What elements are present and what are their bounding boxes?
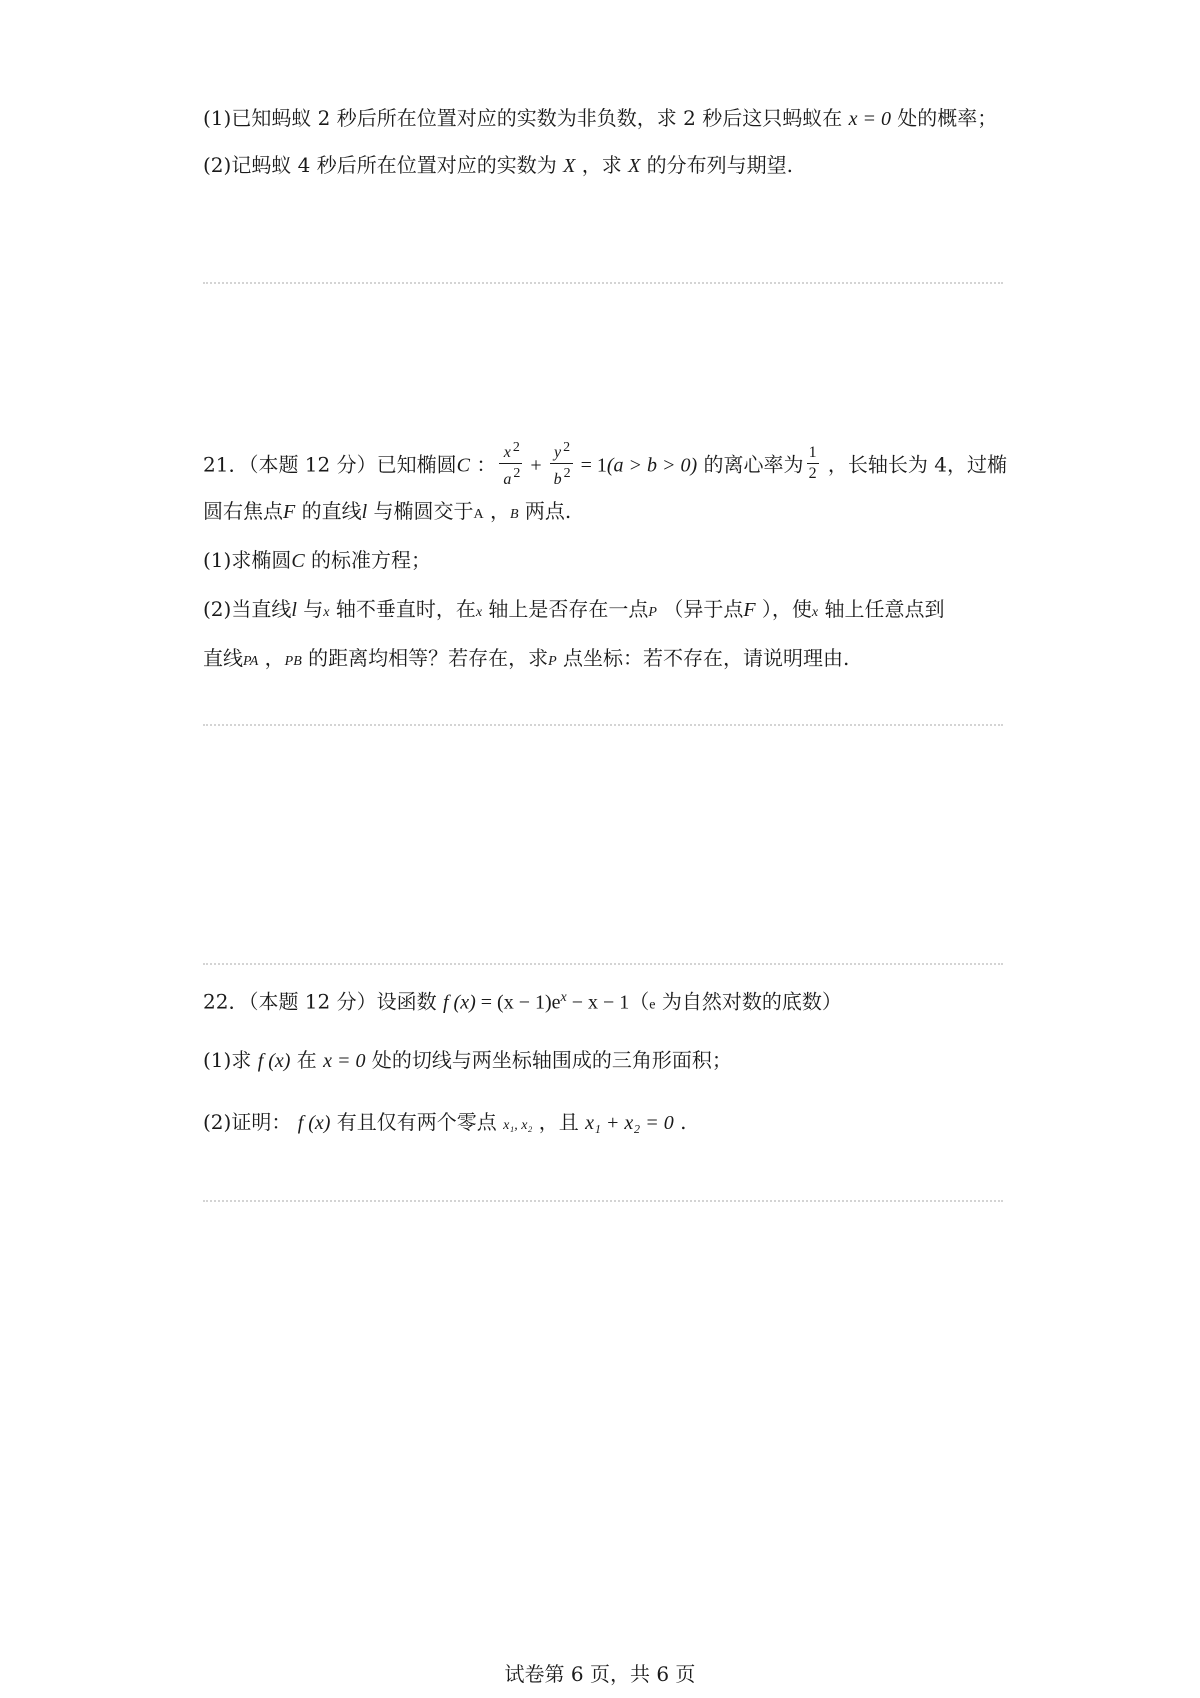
p22-part2 [203,1108,686,1140]
line-pa: PA [243,654,259,669]
euler-e: e [649,997,656,1013]
point-p: P [648,605,657,620]
p21-ecc-text: 的离心率为 [697,452,804,477]
function-def-rest: − x − 1 [566,991,630,1014]
fraction-one-half: $\frac{1}{2}$ [808,444,817,483]
function-def: = (x − 1)e [475,991,561,1014]
p21-head: 21．（本题 12 分）已知椭圆 [203,452,457,477]
p21-line2 [203,497,571,529]
ellipse-c: C [456,454,470,477]
line-pb: PB [284,654,302,669]
p22-paren-text: 为自然对数的底数） [655,989,842,1014]
p22-part2-text-2: 有且仅有两个零点 [330,1110,504,1134]
p20-part2 [203,151,793,180]
p20-var-x: X [563,155,576,177]
point-a: A [473,507,484,522]
answer-divider [203,724,1003,726]
exponent-x: x [560,990,567,1005]
p21-line1 [203,440,1007,492]
p22-part1-text-3: 处的切线与两坐标轴围成的三角形面积； [365,1048,732,1072]
x-axis-var: x [323,605,330,620]
p21-part2b-text-4: 点坐标：若不存在，请说明理由. [556,646,850,670]
x-axis-var: x [475,605,483,620]
p22-part2-text-1: (2)证明： [203,1110,298,1134]
p21-tail: ，长轴长为 4，过椭 [821,452,1008,477]
p21-line2-text-2: 的直线 [295,499,362,523]
line-l: l [291,599,297,621]
p20-part1-math: x = 0 [848,108,891,130]
focus-f: F [283,501,296,523]
p21-part2b-text-2: ， [258,646,285,670]
x-axis-var: x [811,605,819,620]
p21-part2-text-5: （异于点 [656,597,744,621]
p21-line2-text-1: 圆右焦点 [203,499,283,523]
p20-part2-prefix: (2)记蚂蚁 4 秒后所在位置对应的实数为 [203,153,564,177]
p22-line1 [203,984,842,1020]
page-footer: 试卷第 6 页，共 6 页 [504,1662,696,1686]
p21-part1-text-2: 的标准方程； [304,548,432,572]
p21-colon: ： [469,452,497,477]
point-p: P [548,654,557,669]
p21-part2b-text-3: 的距离均相等？若存在，求 [301,646,549,670]
p21-part2-text-3: 轴不垂直时，在 [329,597,476,621]
zeros-x1-x2: x₁, x₂ [503,1118,533,1133]
p22-part1 [203,1046,732,1075]
function-f: f (x) [442,991,476,1014]
p21-part2-line2 [203,644,849,676]
p20-var-x-2: X [628,155,641,177]
p21-line2-text-3: 与椭圆交于 [367,499,474,523]
p21-line2-text-5: 两点. [518,499,572,523]
p20-part1 [203,104,997,133]
p21-eq: = 1 [575,454,607,477]
p22-part1-text-1: (1)求 [203,1048,258,1072]
p21-part2-text-4: 轴上是否存在一点 [482,597,649,621]
p21-part2-text-7: 轴上任意点到 [818,597,945,621]
p21-part2-text-6: ），使 [755,597,812,621]
point-b: B [509,507,519,522]
p21-part1-text-1: (1)求椭圆 [203,548,292,572]
answer-divider [203,282,1003,284]
answer-divider [203,1200,1003,1202]
p22-head: 22．（本题 12 分）设函数 [203,989,443,1014]
p21-plus: + [525,454,547,477]
fraction-x2-a2: $\frac{x ^2}{a ^2}$ [499,438,522,490]
p21-line2-text-4: ， [483,499,510,523]
p20-part1-prefix: (1)已知蚂蚁 2 秒后所在位置对应的实数为非负数，求 2 秒后这只蚂蚁在 [203,106,849,130]
p22-part1-text-2: 在 [290,1048,324,1072]
line-l: l [361,501,368,523]
p20-part1-suffix: 处的概率； [890,106,998,130]
p20-part2-mid: ，求 [575,153,629,177]
function-f: f (x) [297,1112,331,1134]
p22-paren-open: （ [629,989,650,1014]
p21-condition: (a > b > 0) [606,454,698,477]
p21-part1 [203,546,431,575]
zeros-sum: x₁ + x₂ = 0 [585,1112,674,1134]
p21-part2-line1 [203,595,945,627]
p21-part2-text-1: (2)当直线 [203,597,292,621]
ellipse-c: C [291,550,305,572]
p21-part2-text-2: 与 [296,597,324,621]
point-x0: x = 0 [323,1050,366,1072]
focus-f: F [743,599,756,621]
answer-divider [203,963,1003,965]
p20-part2-suffix: 的分布列与期望. [640,153,794,177]
function-f: f (x) [257,1050,291,1072]
p22-part2-text-4: . [673,1110,687,1134]
p21-part2b-text-1: 直线 [203,646,243,670]
fraction-y2-b2: $\frac{y ^2}{b ^2}$ [550,438,573,490]
p22-part2-text-3: ，且 [532,1110,586,1134]
